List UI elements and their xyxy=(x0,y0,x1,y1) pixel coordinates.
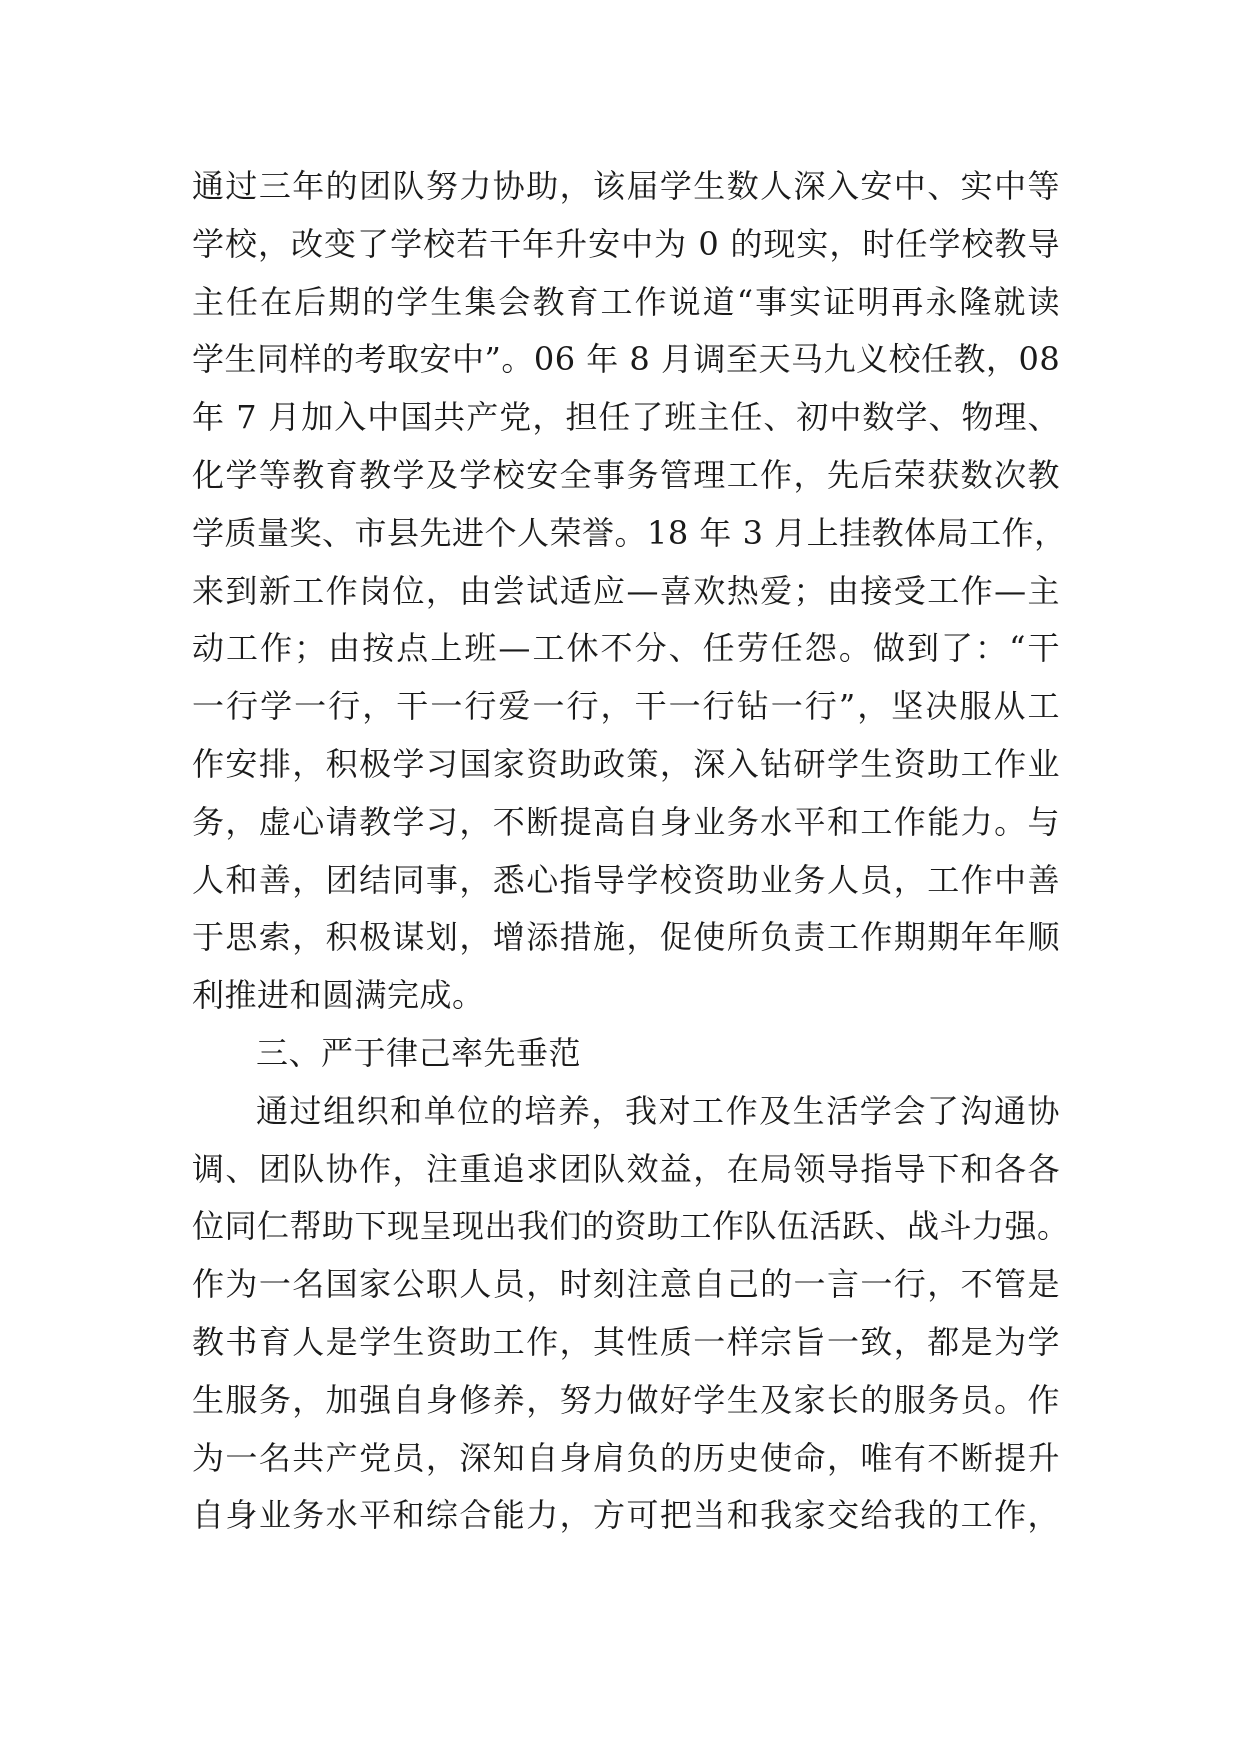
text-line: 人和善，团结同事，悉心指导学校资助业务人员，工作中善 xyxy=(192,860,1060,899)
text-line: 一行学一行，干一行爱一行，干一行钻一行”，坚决服从工 xyxy=(192,687,1060,726)
text-line: 学质量奖、市县先进个人荣誉。18 年 3 月上挂教体局工作， xyxy=(192,513,1067,552)
text-line: 通过三年的团队努力协助，该届学生数人深入安中、实中等 xyxy=(192,167,1060,205)
text-line: 学校，改变了学校若干年升安中为 0 的现实，时任学校教导 xyxy=(192,224,1060,263)
text-line: 于思索，积极谋划，增添措施，促使所负责工作期期年年顺 xyxy=(192,918,1060,957)
text-line: 作安排，积极学习国家资助政策，深入钻研学生资助工作业 xyxy=(192,744,1060,783)
text-line: 生服务，加强自身修养，努力做好学生及家长的服务员。作 xyxy=(192,1380,1060,1419)
text-line: 主任在后期的学生集会教育工作说道“事实证明再永隆就读 xyxy=(192,282,1060,321)
text-line: 年 7 月加入中国共产党，担任了班主任、初中数学、物理、 xyxy=(192,398,1060,437)
text-line: 作为一名国家公职人员，时刻注意自己的一言一行，不管是 xyxy=(192,1265,1060,1304)
text-line: 来到新工作岗位，由尝试适应—喜欢热爱；由接受工作—主 xyxy=(192,571,1060,610)
text-line: 调、团队协作，注重追求团队效益，在局领导指导下和各各 xyxy=(192,1149,1060,1188)
text-line: 自身业务水平和综合能力，方可把当和我家交给我的工作， xyxy=(192,1496,1060,1535)
paragraph-2 xyxy=(192,1083,1070,1545)
text-line: 教书育人是学生资助工作，其性质一样宗旨一致，都是为学 xyxy=(192,1322,1060,1361)
text-line: 为一名共产党员，深知自身肩负的历史使命，唯有不断提升 xyxy=(192,1438,1060,1477)
document-page xyxy=(192,158,1070,1545)
text-line: 通过组织和单位的培养，我对工作及生活学会了沟通协 xyxy=(256,1091,1060,1130)
paragraph-1 xyxy=(192,158,1067,1025)
text-line: 学生同样的考取安中”。06 年 8 月调至天马九义校任教，08 xyxy=(192,340,1061,379)
section-heading: 三、严于律己率先垂范 xyxy=(256,1033,582,1072)
text-line: 务，虚心请教学习，不断提高自身业务水平和工作能力。与 xyxy=(192,802,1060,841)
text-line: 化学等教育教学及学校安全事务管理工作，先后荣获数次教 xyxy=(192,455,1060,494)
text-line: 利推进和圆满完成。 xyxy=(192,976,485,1015)
text-line: 位同仁帮助下现呈现出我们的资助工作队伍活跃、战斗力强。 xyxy=(192,1207,1070,1246)
text-line: 动工作；由按点上班—工休不分、任劳任怨。做到了：“干 xyxy=(192,629,1060,668)
